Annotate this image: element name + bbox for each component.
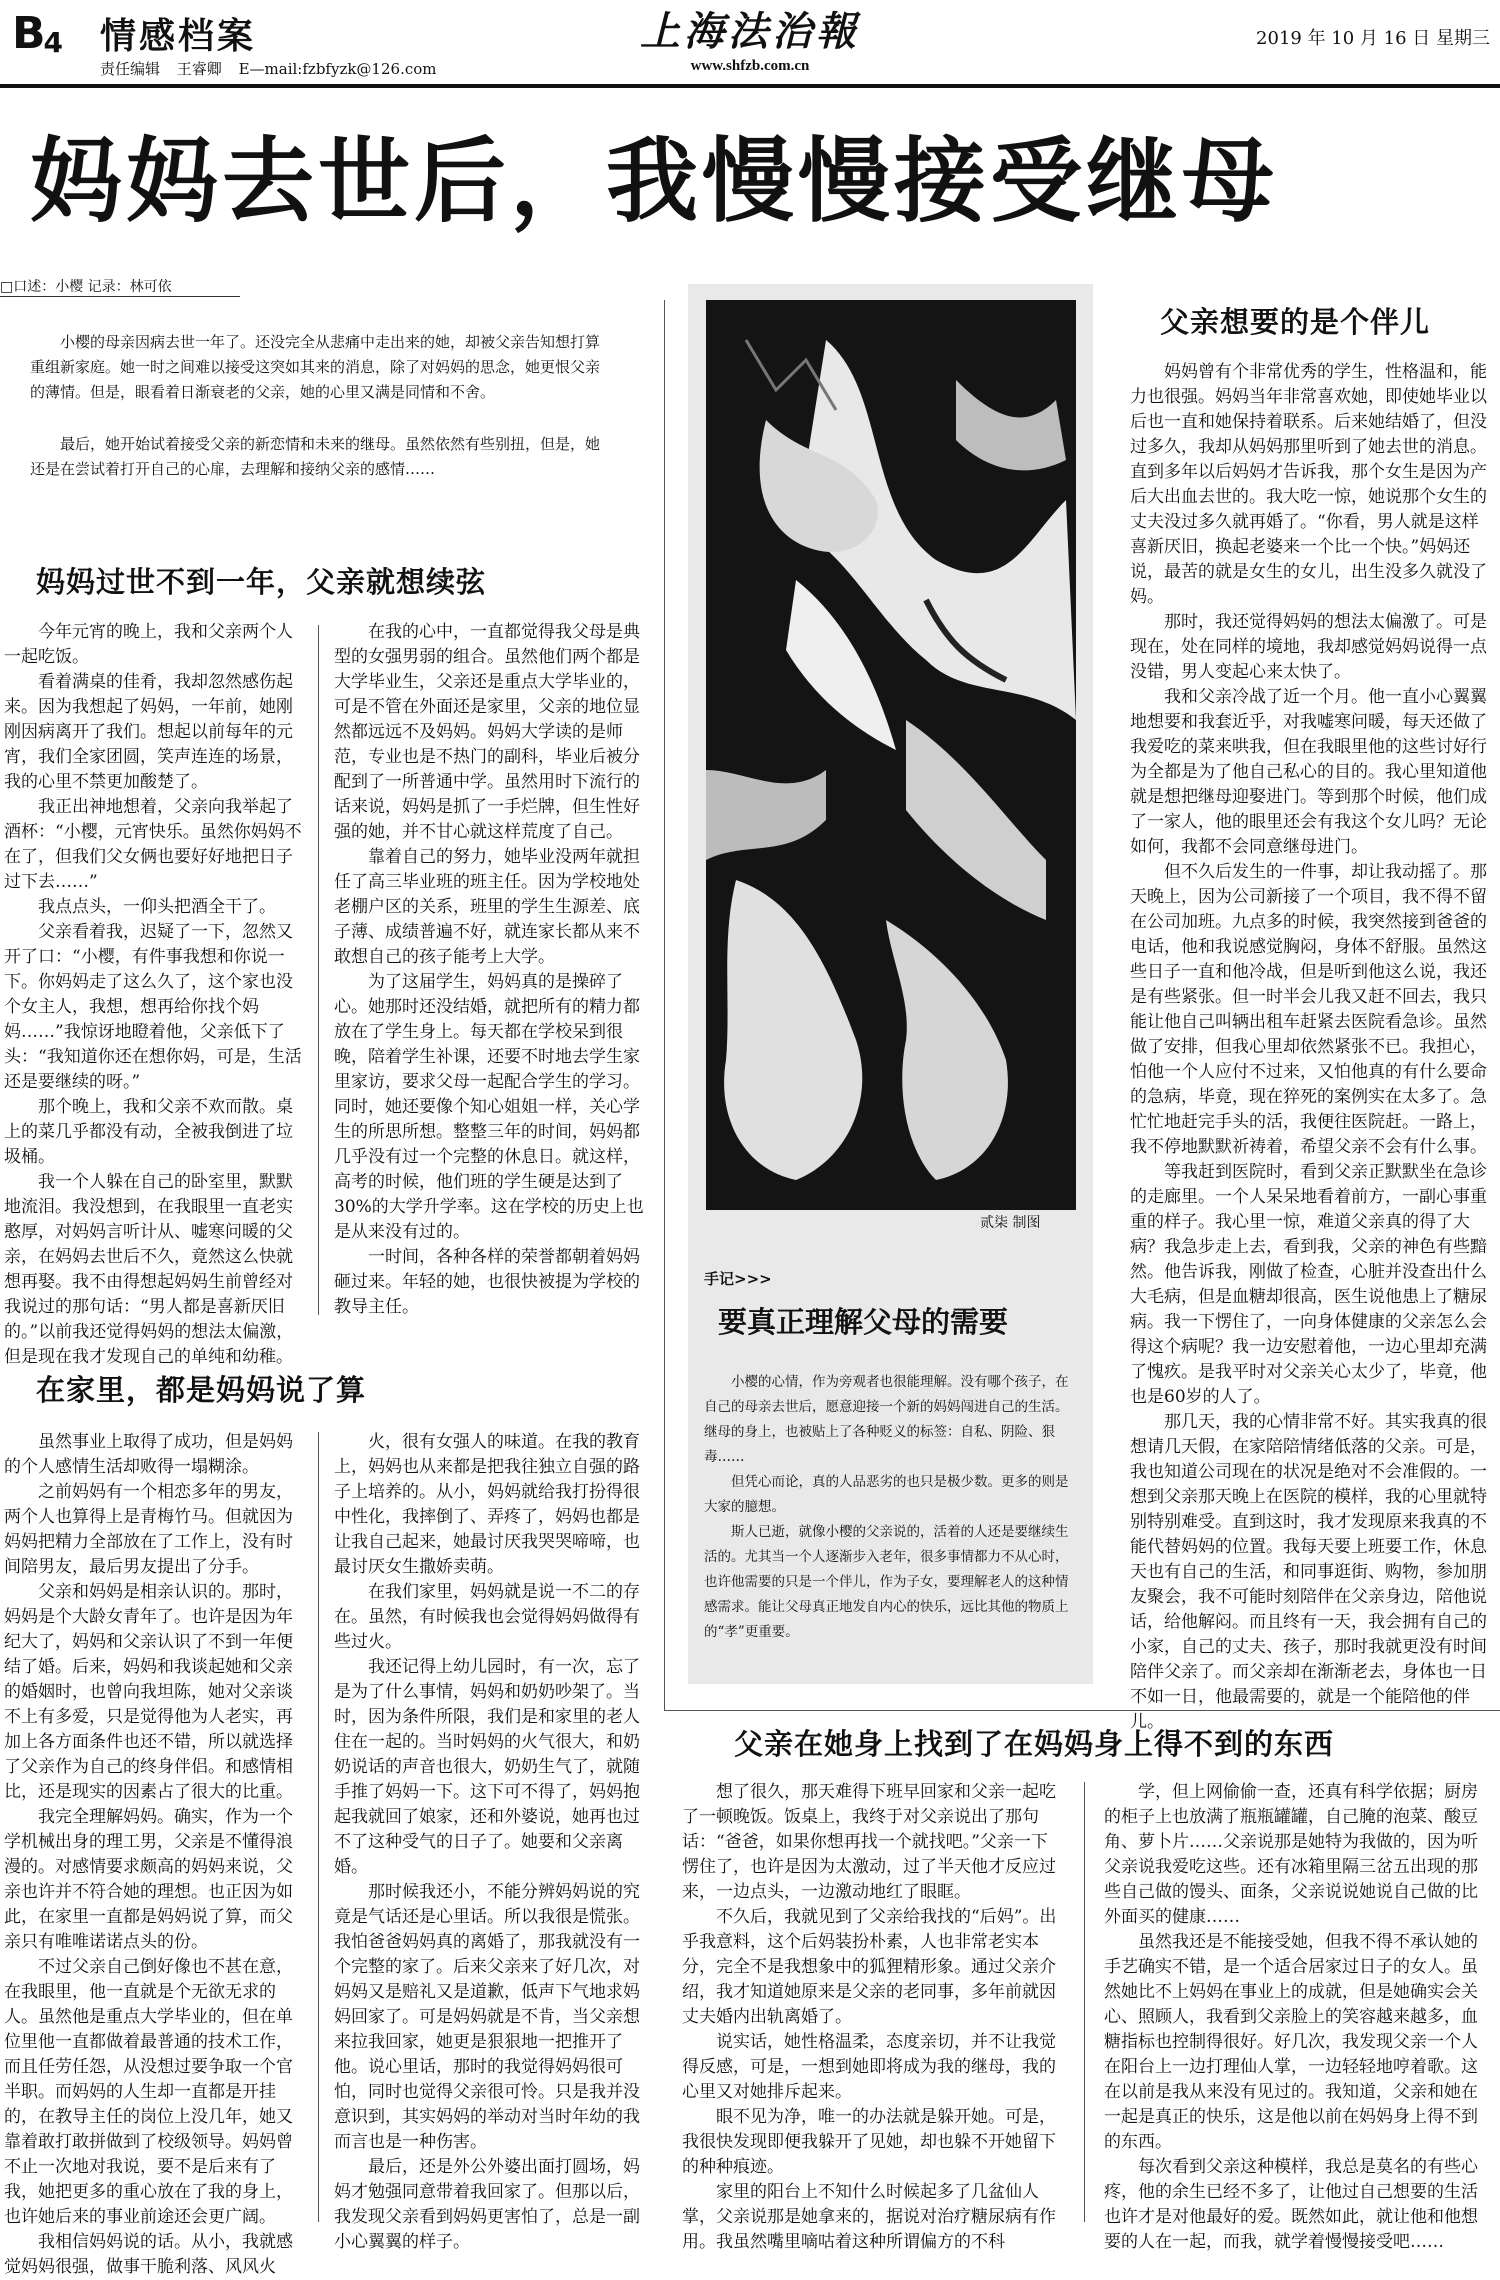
paragraph: 我完全理解妈妈。确实，作为一个学机械出身的理工男，父亲是不懂得浪漫的。对感情要求颇高的妈妈来说，父亲也许并不符合她的理想。也正因为如此，在家里一直都是妈妈说了算，而父亲只有唯唯诺诺点头的份。 [4,1807,293,1952]
intro-paragraph: 小樱的母亲因病去世一年了。还没完全从悲痛中走出来的她，却被父亲告知想打算重组新家庭。她一时之间难以接受这突如其来的消息，除了对妈妈的思念，她更恨父亲的薄情。但是，眼看着日渐衰老的父亲，她的心里又满是同情和不舍。 [30,333,601,401]
section-heading: 妈妈过世不到一年，父亲就想续弦 [36,565,487,599]
header-rule [0,84,1500,88]
paragraph: 父亲和妈妈是相亲认识的。那时，妈妈是个大龄女青年了。也许是因为年纪大了，妈妈和父亲认识了不到一年便结了婚。后来，妈妈和我谈起她和父亲的婚姻时，也曾向我坦陈，她对父亲谈不上有多爱，只是觉得他为人老实，再加上各方面条件也还不错，所以就选择了父亲作为自己的终身伴侣。和感情相比，还是现实的因素占了很大的比重。 [4,1582,293,1802]
paragraph: 父亲看着我，迟疑了一下，忽然又开了口：“小樱，有件事我想和你说一下。你妈妈走了这么久了，这个家也没个女主人，我想，想再给你找个妈妈……”我惊讶地瞪着他，父亲低下了头：“我知道你还在想你妈，可是，生活还是要继续的呀。” [4,922,302,1092]
byline-rule [0,296,240,297]
intro-paragraph: 最后，她开始试着接受父亲的新恋情和未来的继母。虽然依然有些别扭，但是，她还是在尝试着打开自己的心扉，去理解和接纳父亲的感情…… [30,435,601,478]
paragraph: 我和父亲冷战了近一个月。他一直小心翼翼地想要和我套近乎，对我嘘寒问暖，每天还做了我爱吃的菜来哄我，但在我眼里他的这些讨好行为全都是为了他自己私心的目的。我心里知道他就是想把继母迎娶进门。等到那个时候，他们成了一家人，他的眼里还会有我这个女儿吗？无论如何，我都不会同意继母进门。 [1130,687,1487,857]
paragraph: 学，但上网偷偷一查，还真有科学依据；厨房的柜子上也放满了瓶瓶罐罐，自己腌的泡菜、酸豆角、萝卜片……父亲说那是她特为我做的，因为听父亲说我爱吃这些。还有冰箱里隔三岔五出现的那些自己做的馒头、面条，父亲说说她说自己做的比外面买的健康…… [1104,1782,1478,1927]
paragraph: 想了很久，那天难得下班早回家和父亲一起吃了一顿晚饭。饭桌上，我终于对父亲说出了那句话：“爸爸，如果你想再找一个就找吧。”父亲一下愣住了，也许是因为太激动，过了半天他才反应过来，一边点头，一边激动地红了眼眶。 [682,1782,1056,1902]
paragraph: 之前妈妈有一个相恋多年的男友，两个人也算得上是青梅竹马。但就因为妈妈把精力全部放在了工作上，没有时间陪男友，最后男友提出了分手。 [4,1482,293,1577]
paragraph: 但凭心而论，真的人品恶劣的也只是极少数。更多的则是大家的臆想。 [704,1474,1069,1515]
paragraph: 我一个人躲在自己的卧室里，默默地流泪。我没想到，在我眼里一直老实憨厚，对妈妈言听计从、嘘寒问暖的父亲，在妈妈去世后不久，竟然这么快就想再娶。我不由得想起妈妈生前曾经对我说过的那句话：“男人都是喜新厌旧的。”以前我还觉得妈妈的想法太偏激，但是现在我才发现自己的单纯和幼稚。 [4,1172,294,1367]
paragraph: 不过父亲自己倒好像也不甚在意，在我眼里，他一直就是个无欲无求的人。虽然他是重点大学毕业的，但在单位里他一直都做着最普通的技术工作，而且任劳任怨，从没想过要争取一个官半职。而妈妈的人生却一直都是开挂的，在教导主任的岗位上没几年，她又靠着敢打敢拼做到了校级领导。妈妈曾不止一次地对我说，要不是后来有了我，她把更多的重心放在了我的身上，也许她后来的事业前途还会更广阔。 [4,1957,293,2227]
paragraph: 靠着自己的努力，她毕业没两年就担任了高三毕业班的班主任。因为学校地处老棚户区的关系，班里的学生生源差、底子薄、成绩普遍不好，就连家长都从来不敢想自己的孩子能考上大学。 [334,847,640,967]
text-column [4,1430,304,2277]
paragraph: 今年元宵的晚上，我和父亲两个人一起吃饭。 [4,622,293,667]
paragraph: 那几天，我的心情非常不好。其实我真的很想请几天假，在家陪陪情绪低落的父亲。可是，我也知道公司现在的状况是绝对不会准假的。一想到父亲那天晚上在医院的模样，我的心里就特别特别难受。直到这时，我才发现原来我真的不能代替妈妈的位置。我每天要上班要工作，休息天也有自己的生活，和同事逛街、购物，参加朋友聚会，我不可能时刻陪伴在父亲身边，陪他说话，给他解闷。而且终有一天，我会拥有自己的小家，自己的丈夫、孩子，那时我就更没有时间陪伴父亲了。而父亲却在渐渐老去，身体也一日不如一日，他最需要的，就是一个能陪他的伴儿。 [1130,1412,1487,1732]
section-heading: 父亲在她身上找到了在妈妈身上得不到的东西 [734,1727,1335,1761]
paragraph: 火，很有女强人的味道。在我的教育上，妈妈也从来都是把我往独立自强的路子上培养的。从小，妈妈就给我打扮得很中性化，我摔倒了、弄疼了，妈妈也都是让我自己起来，她最讨厌我哭哭啼啼，也最讨厌女生撒娇卖萌。 [334,1432,640,1577]
section-name: 情感档案 [100,16,257,57]
paragraph: 最后，还是外公外婆出面打圆场，妈妈才勉强同意带着我回家了。但那以后，我发现父亲看到妈妈更害怕了，总是一副小心翼翼的样子。 [334,2157,640,2252]
paragraph: 每次看到父亲这种模样，我总是莫名的有些心疼，他的余生已经不多了，让他过自己想要的生活也许才是对他最好的爱。既然如此，就让他和他想要的人在一起，而我，就学着慢慢接受吧…… [1104,2157,1478,2252]
text-column [1130,360,1495,1732]
paragraph: 眼不见为净，唯一的办法就是躲开她。可是，我很快发现即便我躲开了见她，却也躲不开她留下的种种痕迹。 [682,2107,1056,2177]
paragraph: 斯人已逝，就像小樱的父亲说的，活着的人还是要继续生活的。尤其当一个人逐渐步入老年，很多事情都力不从心时，也许他需要的只是一个伴儿，作为子女，要理解老人的这种情感需求。能让父母真正地发自内心的快乐，远比其他的物质上的“孝”更重要。 [704,1524,1069,1640]
notes-body [704,1370,1080,1670]
text-column [334,620,644,1320]
paragraph: 为了这届学生，妈妈真的是操碎了心。她那时还没结婚，就把所有的精力都放在了学生身上。每天都在学校呆到很晚，陪着学生补课，还要不时地去学生家里家访，要求父母一起配合学生的学习。同时，她还要像个知心姐姐一样，关心学生的所思所想。整整三年的时间，妈妈都几乎没有过一个完整的休息日。就这样，高考的时候，他们班的学生硬是达到了30%的大学升学率。这在学校的历史上也是从来没有过的。 [334,972,644,1242]
page-number-badge: B4 [12,8,62,59]
illustration-credit: 贰柒 制图 [980,1215,1041,1231]
text-column [4,620,304,1367]
paragraph: 我正出神地想着，父亲向我举起了酒杯：“小樱，元宵快乐。虽然你妈妈不在了，但我们父女俩也要好好地把日子过下去……” [4,797,302,892]
paragraph: 在我的心中，一直都觉得我父母是典型的女强男弱的组合。虽然他们两个都是大学毕业生，父亲还是重点大学毕业的，可是不管在外面还是家里，父亲的地位显然都远远不及妈妈。妈妈大学读的是师范，专业也是不热门的副科，毕业后被分配到了一所普通中学。虽然用时下流行的话来说，妈妈是抓了一手烂牌，但生性好强的她，并不甘心就这样荒度了自己。 [334,622,640,842]
issue-date: 2019 年 10 月 16 日 星期三 [1256,28,1490,49]
editor-label: 责任编辑 [100,60,161,78]
paragraph: 那时候我还小，不能分辨妈妈说的究竟是气话还是心里话。所以我很是慌张。我怕爸爸妈妈真的离婚了，那我就没有一个完整的家了。后来父亲来了好几次，对妈妈又是赔礼又是道歉，低声下气地求妈妈回家了。可是妈妈就是不肯，当父亲想来拉我回家，她更是狠狠地一把推开了他。说心里话，那时的我觉得妈妈很可怕，同时也觉得父亲很可怜。只是我并没意识到，其实妈妈的举动对当时年幼的我而言也是一种伤害。 [334,1882,640,2152]
paragraph: 我还记得上幼儿园时，有一次，忘了是为了什么事情，妈妈和奶奶吵架了。当时，因为条件所限，我们是和家里的老人住在一起的。当时妈妈的火气很大，和奶奶说话的声音也很大，奶奶生气了，就随手推了妈妈一下。这下可不得了，妈妈抱起我就回了娘家，还和外婆说，她再也过不了这种受气的日子了。她要和父亲离婚。 [334,1657,640,1877]
notes-title: 要真正理解父母的需要 [718,1305,1009,1339]
column-divider [318,1432,319,2222]
paragraph: 虽然我还是不能接受她，但我不得不承认她的手艺确实不错，是一个适合居家过日子的女人。虽然她比不上妈妈在事业上的成就，但是她确实会关心、照顾人，我看到父亲脸上的笑容越来越多，血糖指标也控制得很好。好几次，我发现父亲一个人在阳台上一边打理仙人掌，一边轻轻地哼着歌。这在以前是我从来没有见过的。我知道，父亲和她在一起是真正的快乐，这是他以前在妈妈身上得不到的东西。 [1104,1932,1478,2152]
notes-label: 手记>>> [704,1270,772,1288]
paragraph: 看着满桌的佳肴，我却忽然感伤起来。因为我想起了妈妈，一年前，她刚刚因病离开了我们。想起以前每年的元宵，我们全家团圆，笑声连连的场景，我的心里不禁更加酸楚了。 [4,672,293,792]
paragraph: 虽然事业上取得了成功，但是妈妈的个人感情生活却败得一塌糊涂。 [4,1432,293,1477]
paragraph: 家里的阳台上不知什么时候起多了几盆仙人掌，父亲说那是她拿来的，据说对治疗糖尿病有作用。我虽然嘴里嘀咕着这种所谓偏方的不科 [682,2182,1056,2252]
paragraph: 我相信妈妈说的话。从小，我就感觉妈妈很强，做事干脆利落、风风火 [4,2232,293,2277]
text-column [1104,1780,1494,2252]
illustration [706,300,1076,1210]
paragraph: 说实话，她性格温柔，态度亲切，并不让我觉得反感，可是，一想到她即将成为我的继母，我的心里又对她排斥起来。 [682,2032,1056,2102]
column-divider [664,300,665,1710]
column-divider [318,625,319,1315]
section-rule [664,1710,1500,1711]
byline: □口述：小樱 记录：林可依 [0,279,172,295]
paragraph: 等我赶到医院时，看到父亲正默默坐在急诊的走廊里。一个人呆呆地看着前方，一副心事重重的样子。我心里一惊，难道父亲真的得了大病？我急步走上去，看到我，父亲的神色有些黯然。他告诉我，刚做了检查，心脏并没查出什么大毛病，但是血糖却很高，医生说他患上了糖尿病。我一下愣住了，一向身体健康的父亲怎么会得这个病呢？我一边安慰着他，一边心里却充满了愧疚。是我平时对父亲关心太少了，毕竟，他也是60岁的人了。 [1130,1162,1487,1407]
paragraph: 那个晚上，我和父亲不欢而散。桌上的菜几乎都没有动，全被我倒进了垃圾桶。 [4,1097,293,1167]
newspaper-website: www.shfzb.com.cn [690,58,810,74]
paragraph: 但不久后发生的一件事，却让我动摇了。那天晚上，因为公司新接了一个项目，我不得不留在公司加班。九点多的时候，我突然接到爸爸的电话，他和我说感觉胸闷，身体不舒服。虽然这些日子一直和他冷战，但是听到他这么说，我还是有些紧张。但一时半会儿我又赶不回去，我只能让他自己叫辆出租车赶紧去医院看急诊。虽然做了安排，但我心里却依然紧张不已。我担心，怕他一个人应付不过来，又怕他真的有什么要命的急病，毕竟，现在猝死的案例实在太多了。急忙忙地赶完手头的活，我便往医院赶。一路上，我不停地默默祈祷着，希望父亲不会有什么事。 [1130,862,1487,1157]
paragraph: 妈妈曾有个非常优秀的学生，性格温和，能力也很强。妈妈当年非常喜欢她，即使她毕业以后也一直和她保持着联系。后来她结婚了，但没过多久，我却从妈妈那里听到了她去世的消息。直到多年以后妈妈才告诉我，那个女生是因为产后大出血去世的。我大吃一惊，她说那个女生的丈夫没过多久就再婚了。“你看，男人就是这样喜新厌旧，换起老婆来一个比一个快。”妈妈还说，最苦的就是女生的女儿，出生没多久就没了妈。 [1130,362,1487,607]
newspaper-masthead: 上海法治報 [640,8,860,55]
text-column [334,1430,644,2252]
paragraph: 我点点头，一仰头把酒全干了。 [38,897,276,917]
column-divider [1084,1782,1085,2222]
paragraph: 不久后，我就见到了父亲给我找的“后妈”。出乎我意料，这个后妈装扮朴素，人也非常老实本分，完全不是我想象中的狐狸精形象。通过父亲介绍，我才知道她原来是父亲的老同事，多年前就因丈夫婚内出轨离婚了。 [682,1907,1057,2027]
article-headline: 妈妈去世后，我慢慢接受继母 [30,128,1279,235]
editor-email: E—mail:fzbfyzk@126.com [238,60,437,78]
section-heading: 父亲想要的是个伴儿 [1160,305,1431,339]
paragraph: 一时间，各种各样的荣誉都朝着妈妈砸过来。年轻的她，也很快被提为学校的教导主任。 [334,1247,640,1317]
editor-name: 王睿卿 [176,60,222,78]
text-column [682,1780,1062,2252]
section-heading: 在家里，都是妈妈说了算 [36,1373,367,1407]
illustration-art [706,300,1076,1210]
paragraph: 小樱的心情，作为旁观者也很能理解。没有哪个孩子，在自己的母亲去世后，愿意迎接一个新的妈妈闯进自己的生活。继母的身上，也被贴上了各种贬义的标签：自私、阴险、狠毒…… [704,1374,1069,1465]
editor-info [100,58,449,79]
paragraph: 在我们家里，妈妈就是说一不二的存在。虽然，有时候我也会觉得妈妈做得有些过火。 [334,1582,640,1652]
paragraph: 那时，我还觉得妈妈的想法太偏激了。可是现在，处在同样的境地，我却感觉妈妈说得一点没错，男人变起心来太快了。 [1130,612,1487,682]
